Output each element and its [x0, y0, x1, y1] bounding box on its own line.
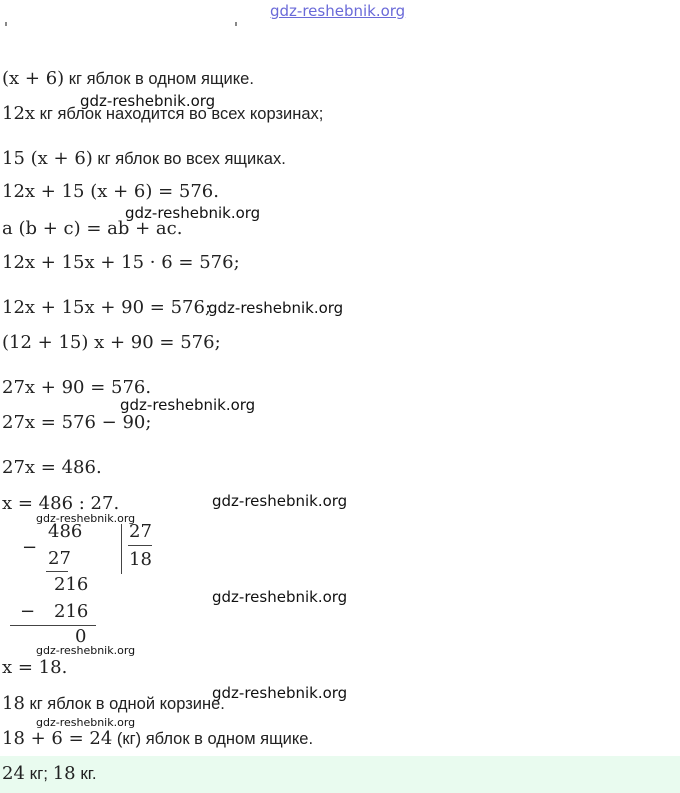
division-subtrahend: 27: [48, 548, 71, 569]
division-minus: −: [22, 537, 38, 558]
answer-unit: кг;: [24, 764, 53, 783]
solution-line: [2, 412, 151, 434]
division-remainder: 0: [75, 626, 87, 647]
math-expr: a (b + c) = ab + ac.: [2, 218, 183, 239]
math-expr: 18 + 6 = 24: [2, 728, 113, 749]
line-text: кг яблок в одном ящике.: [64, 70, 254, 88]
solution-line: [2, 181, 219, 203]
watermark: gdz-reshebnik.org: [80, 92, 216, 110]
division-minus: −: [20, 601, 36, 622]
line-text: кг яблок во всех ящиках.: [92, 150, 286, 168]
watermark: gdz-reshebnik.org: [36, 512, 136, 525]
solution-line: [2, 148, 286, 170]
solution-line: [2, 657, 67, 679]
math-expr: 18: [2, 693, 25, 714]
watermark: gdz-reshebnik.org: [208, 299, 344, 317]
division-divisor: 27: [129, 521, 152, 542]
division-subtrahend: 216: [54, 601, 89, 622]
math-expr: 12x + 15 (x + 6) = 576.: [2, 181, 219, 202]
math-expr: 12x + 15x + 15 · 6 = 576;: [2, 252, 240, 273]
answer-line: [2, 763, 97, 785]
watermark: gdz-reshebnik.org: [36, 644, 136, 657]
top-mark: [5, 22, 7, 26]
division-dividend: 486: [48, 521, 83, 542]
divisor-underline: [128, 545, 152, 546]
division-quotient: 18: [129, 549, 152, 570]
subtrahend-underline: [46, 571, 68, 572]
answer-box: [0, 756, 680, 793]
answer-value: 24: [2, 763, 25, 784]
math-expr: x = 18.: [2, 657, 68, 678]
watermark: gdz-reshebnik.org: [125, 204, 261, 222]
math-expr: 12x: [2, 103, 36, 124]
top-mark: [235, 22, 237, 26]
watermark: gdz-reshebnik.org: [212, 588, 348, 606]
watermark: gdz-reshebnik.org: [212, 492, 348, 510]
watermark: gdz-reshebnik.org: [212, 684, 348, 702]
solution-line: [2, 68, 254, 90]
math-expr: 15 (x + 6): [2, 148, 93, 169]
watermark-link[interactable]: gdz-reshebnik.org: [270, 2, 406, 20]
solution-line: [2, 297, 211, 319]
math-expr: 27x = 486.: [2, 457, 102, 478]
math-expr: (12 + 15) x + 90 = 576;: [2, 332, 221, 353]
line-text: (кг) яблок в одном ящике.: [112, 730, 314, 748]
solution-line: [2, 252, 240, 274]
answer-value: 18: [52, 763, 76, 784]
math-expr: 12x + 15x + 90 = 576;: [2, 297, 212, 318]
watermark: gdz-reshebnik.org: [36, 716, 136, 729]
solution-line: [2, 457, 102, 479]
math-expr: 27x + 90 = 576.: [2, 377, 152, 398]
line-text: кг яблок находится во всех корзинах;: [35, 105, 324, 123]
math-expr: 27x = 576 − 90;: [2, 412, 152, 433]
division-vertical-bar: [121, 524, 122, 574]
answer-unit: кг.: [75, 764, 97, 783]
division-remainder-step: 216: [54, 574, 89, 595]
solution-line: [2, 728, 313, 750]
watermark: gdz-reshebnik.org: [120, 396, 256, 414]
solution-line: [2, 693, 225, 715]
math-expr: x = 486 : 27.: [2, 493, 120, 514]
line-text: кг яблок в одной корзине.: [24, 695, 225, 713]
math-expr: (x + 6): [2, 68, 65, 89]
solution-line: [2, 332, 221, 354]
